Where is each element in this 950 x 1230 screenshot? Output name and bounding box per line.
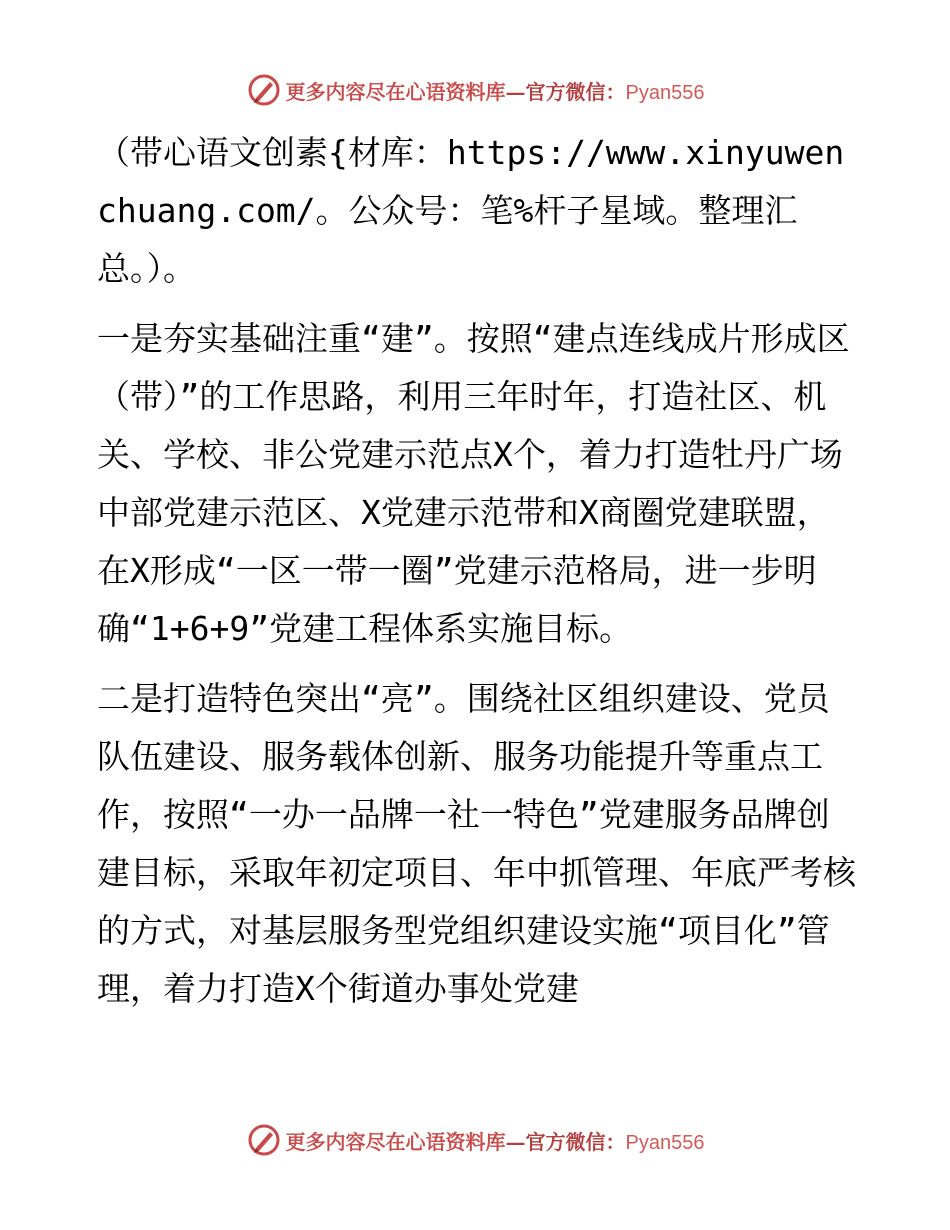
- intro-paragraph: （带心语文创素{材库：https://www.xinyuwenchuang.com/。公众号：笔%杆子星域。整理汇总。）。: [97, 133, 845, 288]
- banner-text: [286, 1126, 705, 1155]
- header-banner: [0, 70, 950, 110]
- banner-official-label: 官方微信：: [525, 79, 626, 104]
- banner-title: 更多内容尽在心语资料库: [285, 1129, 506, 1154]
- banner-text: [286, 76, 705, 105]
- pen-logo-icon: [246, 72, 282, 108]
- footer-banner: [0, 1120, 950, 1160]
- banner-dash: —: [505, 1129, 526, 1154]
- paragraph-2: 二是打造特色突出“亮”。围绕社区组织建设、党员队伍建设、服务载体创新、服务功能提升等重点工作，按照“一办一品牌一社一特色”党建服务品牌创建目标，采取年初定项目、年中抓管理、年底严考核的方式，对基层服务型党组织建设实施“项目化”管理，着力打造X个街道办事处党建: [97, 679, 856, 1008]
- document-body: [97, 124, 857, 1018]
- banner-title: 更多内容尽在心语资料库: [285, 79, 506, 104]
- paragraph-1: 一是夯实基础注重“建”。按照“建点连线成片形成区（带）”的工作思路，利用三年时年，打造社区、机关、学校、非公党建示范点X个，着力打造牡丹广场中部党建示范区、X党建示范带和X商圈党建联盟，在X形成“一区一带一圈”党建示范格局，进一步明确“1+6+9”党建工程体系实施目标。: [97, 319, 850, 648]
- banner-official-label: 官方微信：: [525, 1129, 626, 1154]
- pen-logo-icon: [246, 1122, 282, 1158]
- banner-dash: —: [505, 79, 526, 104]
- banner-wechat-id: Pyan556: [625, 1131, 705, 1154]
- banner-wechat-id: Pyan556: [625, 81, 705, 104]
